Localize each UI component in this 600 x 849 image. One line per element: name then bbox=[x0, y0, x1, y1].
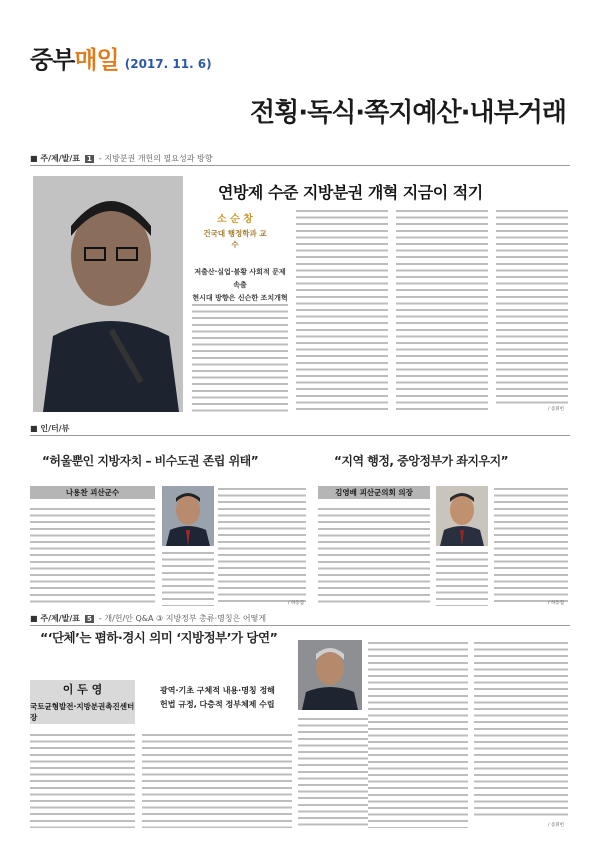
section3-tag: ■ 주/제/발/표 bbox=[30, 614, 81, 623]
reporter-sign-left: / 하동집 bbox=[288, 601, 304, 606]
left-name-band: 나용찬 괴산군수 bbox=[30, 486, 155, 499]
section1-title: 연방제 수준 지방분권 개혁 지금이 적기 bbox=[218, 183, 483, 202]
masthead bbox=[30, 40, 212, 75]
body-column bbox=[296, 208, 388, 414]
interviewee-photo-left bbox=[162, 486, 214, 546]
section1-bar bbox=[30, 152, 570, 166]
body-column bbox=[192, 302, 288, 414]
page-headline: 전횡·독식·쪽지예산·내부거래 bbox=[249, 98, 566, 128]
body-column bbox=[142, 732, 292, 828]
body-column bbox=[368, 640, 468, 828]
pull-quote: 저출산·실업·불황 사회적 문제 속출 현시대 방향은 신슨한 조치개혁 bbox=[192, 268, 288, 302]
body-column bbox=[436, 550, 488, 606]
section2-bar bbox=[30, 422, 570, 436]
speaker-photo bbox=[298, 640, 362, 710]
speaker-name: 소 순 창 bbox=[217, 214, 253, 225]
body-column bbox=[218, 486, 306, 606]
speaker-name: 이 두 영 bbox=[62, 683, 103, 696]
columnist-photo bbox=[33, 176, 183, 412]
left-interview-title: “허울뿐인 지방자치 – 비수도권 존립 위태” bbox=[42, 454, 259, 468]
body-column bbox=[474, 640, 568, 820]
section1-tag: ■ 주/제/발/표 bbox=[30, 154, 81, 163]
speaker-title: 건국대 행정학과 교수 bbox=[203, 229, 267, 249]
section3-title: “‘단체’는 폄하·경시 의미 ‘지방정부’가 당연” bbox=[40, 630, 278, 645]
section3-subtitle: - 개/헌/안 Q&A ③ 지방정부 총류·명칭은 어떻게 bbox=[98, 614, 267, 623]
publication-date: (2017. 11. 6) bbox=[124, 57, 212, 71]
pull-quote: 광역·기초 구체적 내용·명칭 정해 헌법 규정, 다층적 정부체제 수립 bbox=[160, 686, 275, 709]
speaker-byline bbox=[200, 210, 270, 250]
interviewee-photo-right bbox=[436, 486, 488, 546]
section1-num: 1 bbox=[87, 154, 92, 163]
right-interview-title: “지역 행정, 중앙정부가 좌지우지” bbox=[334, 454, 509, 468]
portrait-image bbox=[436, 486, 488, 546]
body-column bbox=[494, 486, 568, 606]
body-column bbox=[162, 550, 214, 606]
section1-subtitle: - 지방분권 개헌의 필요성과 방향 bbox=[98, 154, 213, 163]
newspaper-name: 중부매일 bbox=[30, 46, 119, 74]
reporter-sign: / 송휘헌 bbox=[548, 823, 564, 828]
body-column bbox=[30, 506, 155, 606]
portrait-image bbox=[33, 176, 183, 412]
speaker-name-block bbox=[30, 680, 135, 724]
section2-tag: ■ 인/터/뷰 bbox=[30, 424, 70, 433]
reporter-sign: / 송휘헌 bbox=[548, 407, 564, 412]
portrait-image bbox=[298, 640, 362, 710]
speaker-affiliation: 국토균형발전·지방분권촉진센터장 bbox=[30, 702, 135, 722]
reporter-sign-right: / 하동집 bbox=[548, 601, 564, 606]
section3-bar bbox=[30, 612, 570, 626]
body-column bbox=[396, 208, 488, 414]
right-name-band: 김영배 괴산군의회 의장 bbox=[318, 486, 430, 499]
body-column bbox=[30, 732, 135, 828]
section3-num: 5 bbox=[87, 614, 92, 623]
body-column bbox=[496, 208, 568, 404]
body-column bbox=[318, 506, 430, 606]
portrait-image bbox=[162, 486, 214, 546]
